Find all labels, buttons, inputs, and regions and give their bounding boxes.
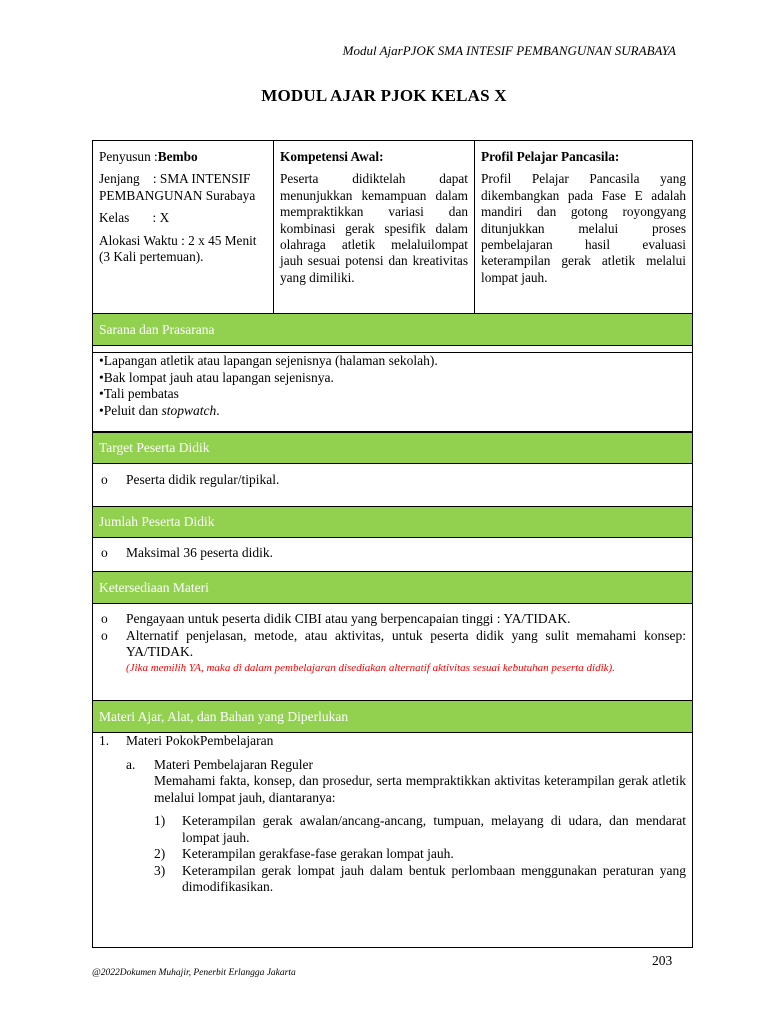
list-item: 2) Keterampilan gerakfase-fase gerakan lompat jauh. (154, 846, 454, 861)
sarana-list (93, 352, 692, 432)
list-item: a. Materi Pembelajaran Reguler Memahami fakta, konsep, dan prosedur, serta mempraktikkan aktivitas keterampilan gerak atletik melalui lompat jauh, diantaranya: (126, 756, 686, 805)
identity-cell (93, 141, 273, 314)
list-item: •Peluit dan stopwatch. (99, 402, 220, 418)
list-item: •Tali pembatas (99, 386, 179, 401)
list-item: •Bak lompat jauh atau lapangan sejenisnya. (99, 369, 334, 385)
ketersediaan-list (93, 611, 692, 675)
author-label: Penyusun : (99, 149, 158, 164)
kompetensi-text: Peserta didiktelah dapat menunjukkan kemampuan dalam mempraktikkan variasi dan kombinasi gerak spesifik dalam olahraga atletik melaluilompat jauh sesuai potensi dan kreativitas yang dimiliki. (280, 171, 468, 285)
sub-a-title: Materi Pembelajaran Reguler (154, 756, 313, 772)
kelas-text: Kelas : X (99, 210, 170, 226)
list-item: •Lapangan atletik atau lapangan sejenisnya (halaman sekolah). (99, 353, 438, 368)
copyright-footer: @2022Dokumen Muhajir, Penerbit Erlangga Jakarta (92, 968, 296, 978)
kompetensi-cell (273, 141, 474, 314)
materi-heading: Materi Ajar, Alat, dan Bahan yang Diperlukan (93, 700, 692, 733)
jumlah-list (93, 545, 692, 569)
profil-text: Profil Pelajar Pancasila yang dikembangkan pada Fase E adalah mandiri dan gotong royongyang ditunjukkan melalui proses pembelajaran hasil evaluasi keterampilan gerak atletik melalui lompat jauh. (481, 171, 686, 285)
materi-content (93, 733, 692, 896)
list-item: 3) Keterampilan gerak lompat jauh dalam bentuk perlombaan menggunakan peraturan yang dimodifikasikan. (154, 862, 686, 894)
sub-a-text: Memahami fakta, konsep, dan prosedur, serta mempraktikkan aktivitas keterampilan gerak atletik melalui lompat jauh, diantaranya: (154, 773, 686, 805)
profil-title: Profil Pelajar Pancasila: (481, 149, 620, 164)
sarana-heading: Sarana dan Prasarana (93, 313, 692, 346)
document-title: MODUL AJAR PJOK KELAS X (261, 86, 507, 105)
kompetensi-title: Kompetensi Awal: (280, 149, 384, 164)
list-item: o Maksimal 36 peserta didik. (101, 545, 273, 560)
alokasi-text: Alokasi Waktu : 2 x 45 Menit (3 Kali pertemuan). (99, 232, 257, 265)
jumlah-heading: Jumlah Peserta Didik (93, 506, 692, 538)
list-item: 1) Keterampilan gerak awalan/ancang-ancang, tumpuan, melayang di udara, dan mendarat lompat jauh. (154, 813, 686, 845)
list-item: o Pengayaan untuk peserta didik CIBI atau yang berpencapaian tinggi : YA/TIDAK. (101, 611, 571, 626)
profil-cell (474, 141, 692, 314)
ketersediaan-note: (Jika memilih YA, maka di dalam pembelajaran disediakan alternatif aktivitas sesuai kebutuhan peserta didik). (126, 661, 615, 674)
page-number: 203 (652, 953, 673, 968)
target-heading: Target Peserta Didik (93, 432, 692, 464)
ketersediaan-heading: Ketersediaan Materi (93, 571, 692, 604)
list-item: o Alternatif penjelasan, metode, atau aktivitas, untuk peserta didik yang sulit memahami konsep: YA/TIDAK. (101, 627, 686, 659)
jenjang-text: Jenjang : SMA INTENSIF PEMBANGUNAN Surabaya (99, 171, 256, 203)
author-name: Bembo (157, 149, 198, 164)
list-item: 1. Materi PokokPembelajaran (99, 733, 274, 748)
info-row (93, 141, 692, 314)
list-item: o Peserta didik regular/tipikal. (101, 472, 280, 487)
module-table (92, 140, 693, 948)
target-list (93, 472, 692, 496)
running-header: Modul AjarPJOK SMA INTESIF PEMBANGUNAN SURABAYA (342, 43, 676, 58)
